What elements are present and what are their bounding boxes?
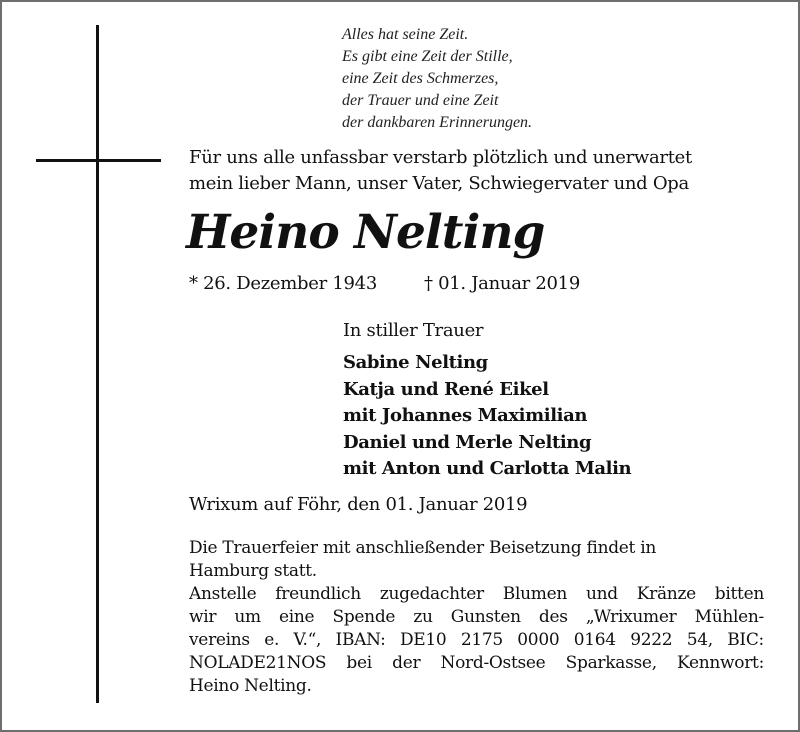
mourner-name: mit Johannes Maximilian — [343, 405, 588, 426]
notice-line: Anstelle freundlich zugedachter Blumen und Kränze bitten — [189, 584, 764, 604]
notice-line: wir um eine Spende zu Gunsten des „Wrixumer Mühlen- — [189, 607, 764, 627]
intro-line: mein lieber Mann, unser Vater, Schwiegervater und Opa — [189, 173, 689, 194]
death-date: † 01. Januar 2019 — [424, 273, 580, 294]
poem-line: der Trauer und eine Zeit — [342, 92, 499, 109]
poem-line: eine Zeit des Schmerzes, — [342, 70, 499, 87]
intro-line: Für uns alle unfassbar verstarb plötzlich und unerwartet — [189, 147, 692, 168]
place-and-date: Wrixum auf Föhr, den 01. Januar 2019 — [189, 494, 528, 515]
poem-line: der dankbaren Erinnerungen. — [342, 114, 533, 131]
mourner-name: mit Anton und Carlotta Malin — [343, 458, 632, 479]
poem-line: Alles hat seine Zeit. — [342, 26, 469, 43]
notice-line: vereins e. V.“, IBAN: DE10 2175 0000 0164 9222 54, BIC: — [189, 630, 764, 650]
mourner-name: Sabine Nelting — [343, 352, 488, 373]
mourner-name: Katja und René Eikel — [343, 378, 549, 400]
poem-line: Es gibt eine Zeit der Stille, — [342, 48, 513, 65]
notice-line: NOLADE21NOS bei der Nord-Ostsee Sparkasse, Kennwort: — [189, 653, 764, 673]
intro-text — [189, 145, 789, 197]
mourner-name: Daniel und Merle Nelting — [343, 431, 592, 453]
cross-horizontal-bar — [36, 159, 161, 162]
life-dates — [189, 271, 709, 297]
funeral-notice — [189, 537, 764, 698]
deceased-name: Heino Nelting — [186, 205, 545, 260]
notice-line: Die Trauerfeier mit anschließender Beisetzung findet in — [189, 538, 656, 558]
cross-vertical-bar — [96, 25, 99, 703]
mourning-heading: In stiller Trauer — [343, 320, 484, 341]
poem — [342, 24, 642, 134]
notice-line: Heino Nelting. — [189, 676, 312, 696]
notice-line: Hamburg statt. — [189, 561, 317, 581]
mourners-list — [343, 350, 763, 483]
birth-date: * 26. Dezember 1943 — [189, 273, 377, 294]
